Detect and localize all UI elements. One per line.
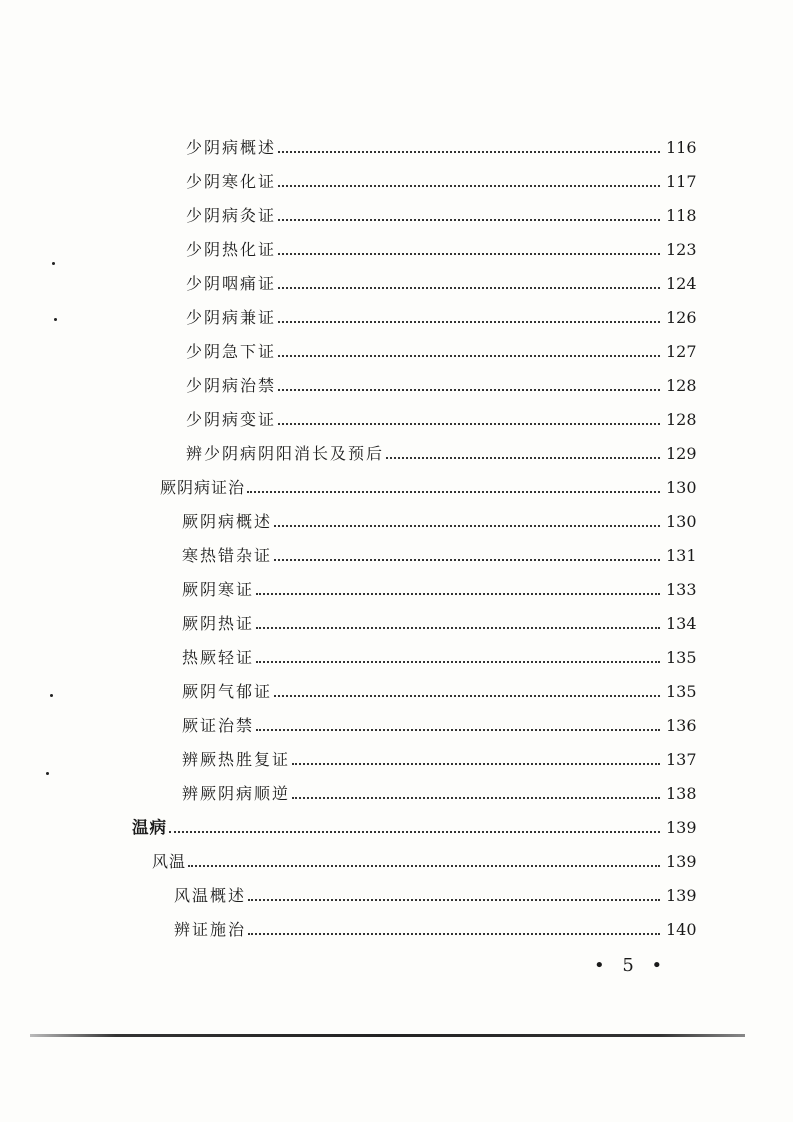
toc-entry-page: 128 [666,410,697,429]
toc-entry [186,128,702,158]
toc-entry-page: 138 [666,784,697,803]
scan-speck [50,694,53,697]
toc-entry-title: 少阴病灸证 [186,206,277,225]
toc-leader-dots [292,793,660,799]
toc-entry-title: 辨厥热胜复证 [182,750,291,769]
toc-entry-page: 123 [666,240,697,259]
toc-entry [174,876,702,906]
toc-entry-title: 少阴病概述 [186,138,277,157]
toc-leader-dots [278,385,660,391]
toc-entry [152,842,702,872]
toc-entry-page: 116 [666,138,697,157]
toc-entry-title: 厥阴气郁证 [182,682,273,701]
toc-entry-title: 寒热错杂证 [182,546,273,565]
toc-entry [182,604,702,634]
toc-entry-page: 137 [666,750,697,769]
toc-leader-dots [256,657,660,663]
toc-leader-dots [256,623,660,629]
toc-entry-title: 少阴咽痛证 [186,274,277,293]
toc-entry [132,808,702,838]
toc-entry-page: 130 [666,512,697,531]
toc-entry-title: 少阴急下证 [186,342,277,361]
toc-entry-title: 少阴病变证 [186,410,277,429]
toc-entry-title: 风温概述 [174,886,247,905]
toc-entry [186,366,702,396]
toc-leader-dots [274,691,660,697]
toc-entry-title: 辨证施治 [174,920,247,939]
toc-leader-dots [248,895,660,901]
toc-entry [182,672,702,702]
toc-entry-title: 温病 [132,818,167,837]
toc-entry [182,706,702,736]
toc-entry-title: 少阴热化证 [186,240,277,259]
toc-leader-dots [169,827,660,833]
toc-leader-dots [278,317,660,323]
toc-entry [182,638,702,668]
toc-entry [186,162,702,192]
toc-entry-page: 139 [666,852,697,871]
toc-entry [174,910,702,940]
toc-leader-dots [248,929,660,935]
toc-entry-page: 118 [666,206,697,225]
toc-entry-page: 135 [666,682,697,701]
toc-leader-dots [256,589,660,595]
toc-entry-page: 136 [666,716,697,735]
toc-entry-page: 128 [666,376,697,395]
toc-entry-page: 133 [666,580,697,599]
toc-entry-title: 辨厥阴病顺逆 [182,784,291,803]
toc-entry [186,230,702,260]
toc-entry [186,196,702,226]
toc-entry-title: 少阴寒化证 [186,172,277,191]
toc-entry [186,434,702,464]
toc-entry-title: 厥证治禁 [182,716,255,735]
toc-leader-dots [278,215,660,221]
toc-entry [182,570,702,600]
page-number: • 5 • [594,955,669,976]
toc-entry [182,536,702,566]
toc-entry [186,332,702,362]
toc-entry-page: 140 [666,920,697,939]
toc-entry-page: 131 [666,546,697,565]
toc-entry [182,502,702,532]
scan-speck [46,772,49,775]
toc-entry [182,740,702,770]
toc-leader-dots [274,555,660,561]
toc-leader-dots [256,725,660,731]
toc-entry [186,400,702,430]
toc-leader-dots [188,861,660,867]
toc-leader-dots [292,759,660,765]
toc-leader-dots [274,521,660,527]
toc-entry-page: 139 [666,818,697,837]
toc-entry [186,298,702,328]
toc-leader-dots [278,283,660,289]
scan-speck [54,318,57,321]
toc-leader-dots [278,181,660,187]
toc-entry-title: 厥阴热证 [182,614,255,633]
toc-entry-page: 130 [666,478,697,497]
toc-entry [182,774,702,804]
toc-entry [160,468,702,498]
toc-entry-page: 139 [666,886,697,905]
toc-leader-dots [386,453,660,459]
toc-leader-dots [278,249,660,255]
toc-entry [186,264,702,294]
toc-entry-title: 风温 [152,852,187,871]
toc-entry-page: 124 [666,274,697,293]
toc-entry-page: 135 [666,648,697,667]
toc-entry-title: 热厥轻证 [182,648,255,667]
toc-entry-page: 127 [666,342,697,361]
toc-entry-title: 辨少阴病阴阳消长及预后 [186,444,385,463]
scan-speck [52,262,55,265]
toc-entry-title: 厥阴寒证 [182,580,255,599]
toc-leader-dots [278,351,660,357]
toc-entry-title: 少阴病治禁 [186,376,277,395]
toc-entry-page: 117 [666,172,697,191]
toc-entry-page: 134 [666,614,697,633]
toc-entry-title: 厥阴病概述 [182,512,273,531]
toc-entry-page: 129 [666,444,697,463]
toc-entry-title: 少阴病兼证 [186,308,277,327]
toc-leader-dots [278,147,660,153]
bottom-rule-divider [30,1034,745,1037]
toc-entry-title: 厥阴病证治 [160,478,246,497]
toc-entry-page: 126 [666,308,697,327]
toc-leader-dots [247,487,660,493]
toc-leader-dots [278,419,660,425]
